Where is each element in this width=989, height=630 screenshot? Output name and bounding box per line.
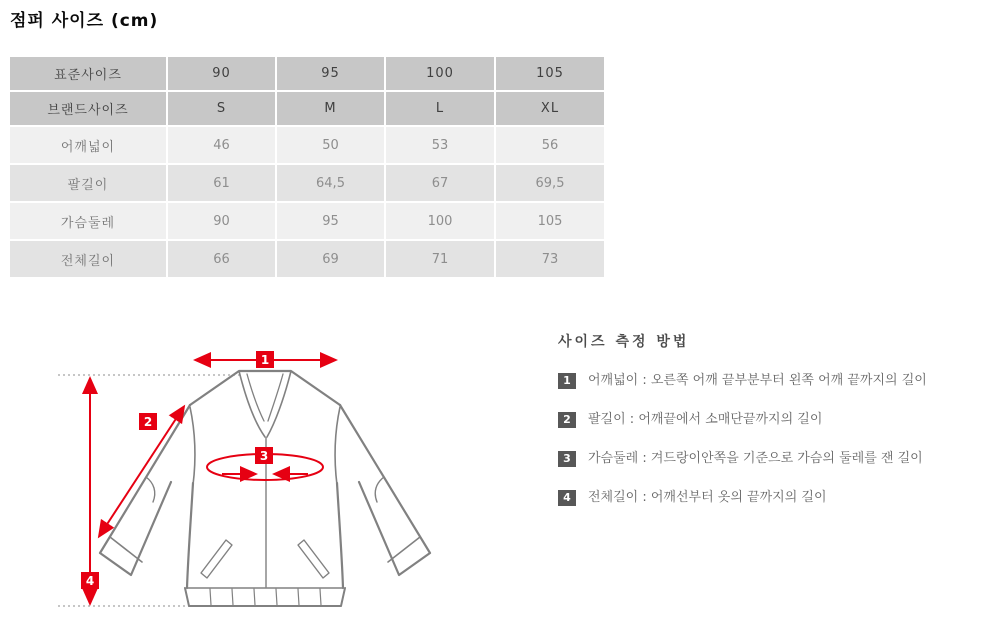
row-label: 팔길이 <box>9 164 167 202</box>
header-value: 105 <box>495 56 605 91</box>
header-value: 95 <box>276 56 385 91</box>
row-label: 전체길이 <box>9 240 167 278</box>
measure-badge-2 <box>139 413 157 430</box>
header-label: 브랜드사이즈 <box>9 91 167 126</box>
size-value: 46 <box>167 126 276 164</box>
diagram-badges <box>81 351 274 589</box>
header-value: 90 <box>167 56 276 91</box>
jacket-measurement-diagram <box>50 325 520 625</box>
guide-item-total-length <box>558 489 984 507</box>
guide-badge-2: 2 <box>558 412 576 428</box>
guide-text: 어깨넓이 : 오른쪽 어깨 끝부분부터 왼쪽 어깨 끝까지의 길이 <box>588 373 927 388</box>
row-label: 어깨넓이 <box>9 126 167 164</box>
size-table <box>8 55 606 279</box>
measurement-annotations <box>90 360 334 602</box>
svg-text:2: 2 <box>143 415 153 429</box>
header-value: 100 <box>385 56 495 91</box>
size-value: 64,5 <box>276 164 385 202</box>
measurement-guide-section <box>558 331 984 507</box>
header-label: 표준사이즈 <box>9 56 167 91</box>
guide-item-chest-girth <box>558 450 984 468</box>
table-row-sleeve-length <box>9 164 605 202</box>
header-value: M <box>276 91 385 126</box>
table-row-shoulder-width <box>9 126 605 164</box>
size-value: 71 <box>385 240 495 278</box>
svg-text:4: 4 <box>85 574 95 588</box>
size-value: 100 <box>385 202 495 240</box>
table-row-brand-size <box>9 91 605 126</box>
guide-text: 전체길이 : 어깨선부터 옷의 끝까지의 길이 <box>588 490 827 505</box>
size-value: 105 <box>495 202 605 240</box>
measure-badge-4 <box>81 572 99 589</box>
guide-item-shoulder-width <box>558 372 984 390</box>
guide-item-sleeve-length <box>558 411 984 429</box>
jacket-outline <box>100 371 430 606</box>
guide-badge-4: 4 <box>558 490 576 506</box>
header-value: L <box>385 91 495 126</box>
row-label: 가슴둘레 <box>9 202 167 240</box>
guide-badge-1: 1 <box>558 373 576 389</box>
guide-text: 가슴둘레 : 겨드랑이안쪽을 기준으로 가슴의 둘레를 잰 길이 <box>588 451 923 466</box>
size-value: 95 <box>276 202 385 240</box>
size-value: 69 <box>276 240 385 278</box>
size-value: 53 <box>385 126 495 164</box>
guide-badge-3: 3 <box>558 451 576 467</box>
table-row-total-length <box>9 240 605 278</box>
guide-text: 팔길이 : 어깨끝에서 소매단끝까지의 길이 <box>588 412 823 427</box>
size-value: 61 <box>167 164 276 202</box>
measure-badge-3 <box>255 447 273 464</box>
size-table-section <box>8 55 606 279</box>
size-value: 67 <box>385 164 495 202</box>
size-value: 66 <box>167 240 276 278</box>
header-value: XL <box>495 91 605 126</box>
table-row-standard-size <box>9 56 605 91</box>
header-value: S <box>167 91 276 126</box>
size-value: 69,5 <box>495 164 605 202</box>
page-title: 점퍼 사이즈 (cm) <box>10 11 159 31</box>
guide-heading: 사이즈 측정 방법 <box>558 334 690 350</box>
size-value: 50 <box>276 126 385 164</box>
size-value: 90 <box>167 202 276 240</box>
svg-text:1: 1 <box>260 353 270 367</box>
size-value: 56 <box>495 126 605 164</box>
size-value: 73 <box>495 240 605 278</box>
measure-badge-1 <box>256 351 274 368</box>
table-row-chest-girth <box>9 202 605 240</box>
svg-text:3: 3 <box>259 449 269 463</box>
